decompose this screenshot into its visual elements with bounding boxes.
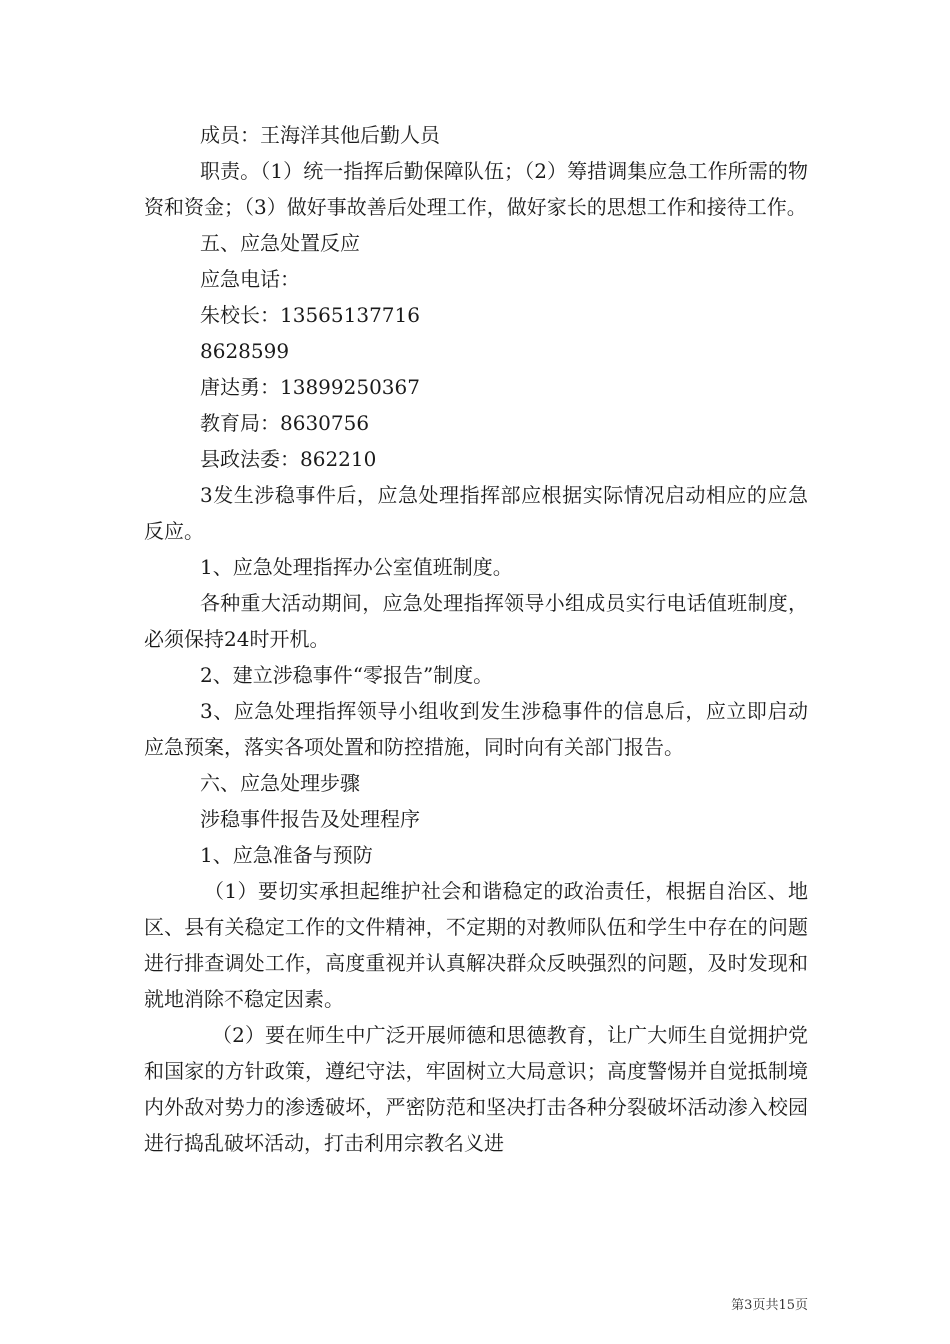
paragraph-duty-detail: 各种重大活动期间，应急处理指挥领导小组成员实行电话值班制度，必须保持24时开机。 bbox=[144, 591, 808, 651]
paragraph-duties: 职责。（1）统一指挥后勤保障队伍；（2）筹措调集应急工作所需的物资和资金；（3）做好事故善后处理工作，做好家长的思想工作和接待工作。 bbox=[144, 159, 808, 219]
list-item-1-duty-system: 1、应急处理指挥办公室值班制度。 bbox=[200, 555, 513, 579]
page-number-footer: 第3页共15页 bbox=[731, 1298, 808, 1313]
paragraph-response-start: 3发生涉稳事件后，应急处理指挥部应根据实际情况启动相应的应急反应。 bbox=[144, 483, 808, 543]
list-item-3-plan-activation: 3、应急处理指挥领导小组收到发生涉稳事件的信息后，应立即启动应急预案，落实各项处置和防控措施，同时向有关部门报告。 bbox=[144, 699, 808, 759]
phone-tang-dayong: 唐达勇：13899250367 bbox=[200, 375, 420, 399]
phone-landline: 8628599 bbox=[200, 339, 290, 363]
list-item-2-zero-report: 2、建立涉稳事件“零报告”制度。 bbox=[200, 663, 494, 687]
section-heading-5: 五、应急处置反应 bbox=[200, 231, 360, 255]
phone-principal-zhu: 朱校长：13565137716 bbox=[200, 303, 420, 327]
list-item-1-preparation: 1、应急准备与预防 bbox=[200, 843, 373, 867]
paragraph-procedure-title: 涉稳事件报告及处理程序 bbox=[200, 807, 420, 831]
phone-education-bureau: 教育局：8630756 bbox=[200, 411, 370, 435]
document-body bbox=[144, 117, 808, 1161]
paragraph-point-1: （1）要切实承担起维护社会和谐稳定的政治责任，根据自治区、地区、县有关稳定工作的文件精神，不定期的对教师队伍和学生中存在的问题进行排查调处工作，高度重视并认真解决群众反映强烈的问题，及时发现和就地消除不稳定因素。 bbox=[144, 879, 808, 1011]
paragraph-emergency-phone-label: 应急电话： bbox=[200, 267, 300, 291]
section-heading-6: 六、应急处理步骤 bbox=[200, 771, 360, 795]
phone-county-committee: 县政法委：862210 bbox=[200, 447, 377, 471]
paragraph-members: 成员：王海洋其他后勤人员 bbox=[200, 123, 440, 147]
paragraph-point-2: （2）要在师生中广泛开展师德和思德教育，让广大师生自觉拥护党和国家的方针政策，遵纪守法，牢固树立大局意识；高度警惕并自觉抵制境内外敌对势力的渗透破坏，严密防范和坚决打击各种分裂破坏活动渗入校园进行捣乱破坏活动，打击利用宗教名义进 bbox=[144, 1023, 808, 1155]
